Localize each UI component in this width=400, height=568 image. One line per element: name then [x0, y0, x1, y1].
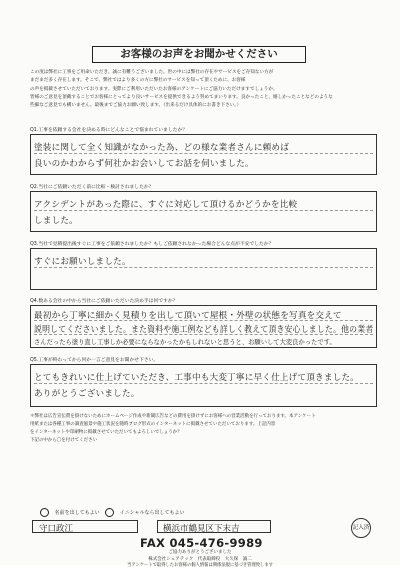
intro-text	[30, 69, 378, 110]
answer-line: 説明してくださいました。また資料や施工例なども詳しく教えて頂き安心しました。他の業者	[34, 325, 374, 335]
intro-line: の声を掲載させていただいております。実際にご利用いただいたお客様のアンケートにご協力いただけますでしょうか。	[30, 86, 278, 92]
consent-radio-name[interactable]	[40, 508, 49, 517]
page-title: お客様のお声をお聞かせください	[92, 46, 306, 63]
question-3-label: Q3.当社で見積提出後すぐに工事をご依頼されましたか？もしご依頼されなかった場合どんな点が不安でしたか？	[30, 242, 274, 247]
question-5-answer-box[interactable]	[30, 364, 377, 407]
notice-line: をインターネットや印刷物に掲載させていただいてもよろしいでしょうか？	[30, 430, 182, 435]
consent-radio-initials[interactable]	[105, 508, 114, 517]
answer-line: さんだったら塗り直し工事しか必要にならなかったかもしれないと思うと、お願いして大変良かったです。	[34, 339, 336, 346]
name-field[interactable]	[32, 520, 138, 533]
company-info: 株式会社シェアテック 代表取締役 大久保 誠二	[148, 557, 252, 562]
answer-line: ありがとうございました。	[34, 389, 140, 399]
consent-option-initials-label: イニシャルなら出してもよい	[119, 510, 185, 516]
question-1-answer-box[interactable]	[30, 134, 377, 175]
customer-name: 守口政江	[39, 524, 74, 534]
notice-line: 用紙または各種工事の調査風景や施工状況を随時ブログ形式のインターネットに掲載させていただいております。上記内容	[30, 422, 276, 427]
answer-line: すぐにお願いしました。	[34, 257, 131, 267]
publication-notice	[30, 413, 380, 445]
answer-line: しました。	[34, 216, 78, 226]
ruled-line	[34, 210, 373, 211]
intro-line: この度は弊社に工事をご用命いただき、誠に有難うございました。世の中には弊社の存在やサービスをご存知ない方が	[30, 70, 274, 75]
customer-area: 横浜市鶴見区下末吉	[163, 524, 240, 534]
question-5-label: Q5.工事が終わってから何か一言ご意見をお聞かせ下さい。	[30, 358, 159, 363]
question-4-label: Q4.数ある会社の中から当社にご依頼いただいた決め手は何ですか？	[30, 299, 178, 304]
fax-number: FAX 045-476-9989	[140, 536, 263, 550]
consent-option-name-label: 名前を出してもよい	[54, 510, 100, 516]
intro-line: まだまだ多く存在します。そこで、弊社ではより多くの方に弊社のサービスを知って頂くために、お客様	[30, 78, 246, 84]
question-3-answer-box[interactable]	[30, 248, 377, 290]
notice-line: 下記の中から〇を付けてください	[30, 438, 98, 443]
intro-line: 些細なご意見でも構いません。最後までご協力お願い致します。（出来るだけ具体的にお書き下さい。）	[30, 103, 242, 109]
question-2-label: Q2.当社にご依頼いただく前に比較・検討されましたか？	[30, 185, 154, 190]
answer-line: 最初から丁寧に細かく見積りを出して頂いて屋根・外壁の状態を写真を交えて	[34, 311, 342, 321]
answer-line: 塗装に関して全く知識がなかった為、どの様な業者さんに頼めば	[34, 143, 290, 153]
consent-options	[40, 508, 189, 517]
answer-line: とてもきれいに仕上げていただき、工事中も大変丁寧に早く仕上げて頂きました。	[34, 373, 360, 383]
ruled-line	[34, 267, 373, 268]
question-4-answer-box[interactable]	[30, 305, 377, 348]
privacy-footnote: 当アンケートで取得したお客様の個人情報は関係法規に基づき管理致します	[127, 563, 273, 568]
question-2-answer-box[interactable]	[30, 191, 377, 232]
received-stamp: 記入済	[351, 518, 371, 538]
answer-line: アクシデントがあった際に、すぐに対応して頂けるかどうかを比較	[34, 200, 298, 210]
notice-line: ＊弊社は広告宣伝費を掛けないためにホームページ作成や新聞広告などの費用を掛けずにお客様への営業活動を行っております。本アンケート	[30, 414, 316, 419]
intro-line: 皆様のご意見を頂戴することでお客様にとってより良いサービスを提供できるよう努めてまいります。良かったこと、嬉しかったことなどのような	[30, 94, 333, 100]
ruled-line	[34, 383, 373, 384]
area-field[interactable]	[157, 520, 271, 533]
ruled-line	[34, 153, 373, 154]
thanks-text: ご協力ありがとうございました	[168, 550, 232, 555]
answer-line: 良いのかわからず何社かお会いしてお話を伺いました。	[34, 159, 254, 169]
question-1-label: Q1.工事を依頼する会社を決める時にどんなことで悩まれていましたか？	[30, 128, 188, 133]
